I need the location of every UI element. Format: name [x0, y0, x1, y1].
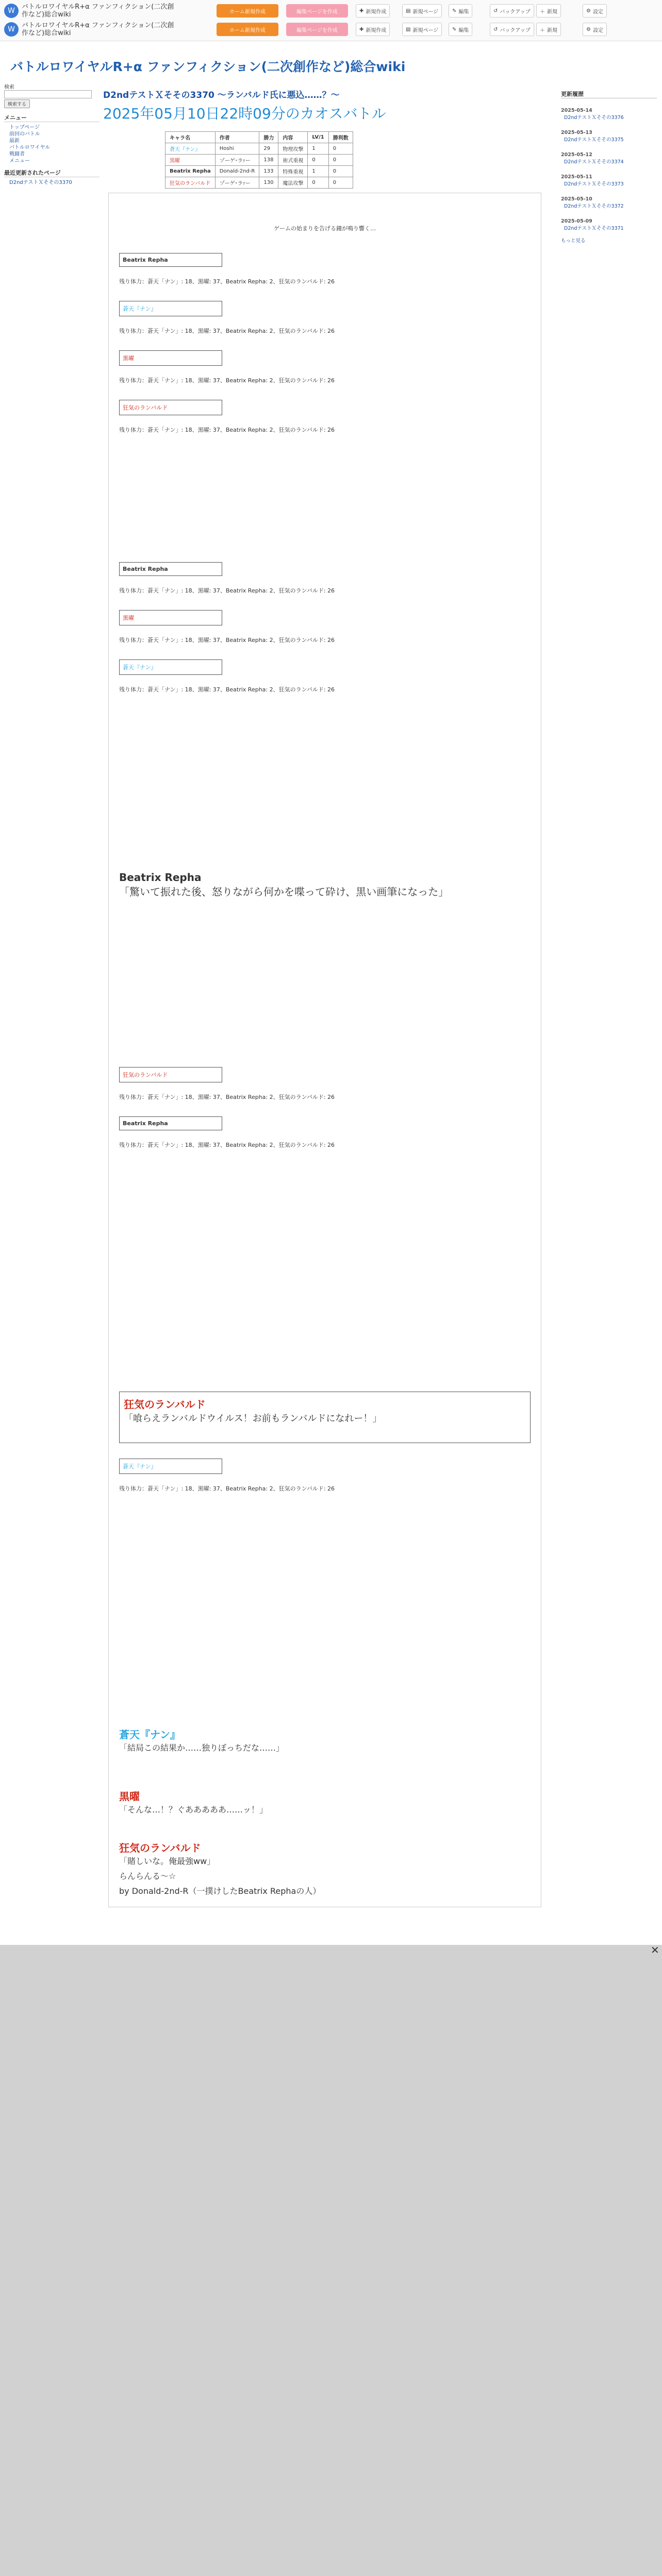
turn-hp: 残り体力：蒼天「ナン」: 18、黒曜: 37、Beatrix Repha: 2、狂気のランバルド: 26	[119, 1485, 335, 1492]
history-item[interactable]: D2ndテストＸそその3376	[564, 115, 624, 121]
cell: 0	[328, 155, 353, 166]
turn-box: Beatrix Repha	[119, 253, 222, 267]
table-row	[166, 155, 353, 166]
turn-box: 蒼天『ナン』	[119, 1459, 222, 1474]
table-header-row	[166, 132, 353, 143]
cell[interactable]: 狂気のランバルド	[166, 177, 216, 189]
big-quote: 「そんな…！？ぐあああああ……ッ！」	[119, 1805, 268, 1815]
table-row	[166, 166, 353, 177]
edit-icon: ✎	[452, 8, 457, 14]
tool-new-2[interactable]: ＋ 新規	[536, 4, 561, 18]
tool-edit[interactable]: ✎ 編集	[449, 4, 472, 18]
cell: 0	[328, 177, 353, 189]
turn-box: Beatrix Repha	[119, 1116, 222, 1130]
backup-icon: ↺	[493, 26, 498, 32]
site-name-link-2[interactable]: バトルロワイヤルR+α ファンフィクション(二次創作など)総合wiki	[22, 22, 174, 37]
cell: 0	[328, 166, 353, 177]
gear-icon: ⚙	[586, 8, 591, 14]
date-label: 2025-05-12	[561, 152, 592, 158]
close-icon[interactable]: ✕	[651, 1944, 659, 1956]
tool-new-b[interactable]: ✚ 新規作成	[356, 23, 390, 36]
page-icon: ▤	[406, 8, 411, 14]
turn-box: 狂気のランバルド	[119, 1067, 222, 1082]
page-icon: ▤	[406, 26, 411, 32]
cell: 1	[308, 166, 328, 177]
turn-box: 蒼天『ナン』	[119, 659, 222, 675]
wiki-logo-icon: W	[4, 22, 19, 37]
new-icon: ✚	[359, 8, 364, 14]
promo-button-4[interactable]: 編集ページを作成	[286, 23, 348, 36]
quote-block-2	[119, 1392, 531, 1443]
date-label: 2025-05-11	[561, 174, 592, 180]
gear-icon: ⚙	[586, 26, 591, 32]
tool-backup[interactable]: ↺ バックアップ	[490, 4, 534, 18]
wiki-logo-icon: W	[4, 4, 19, 18]
cell: Donald-2nd-R	[215, 166, 259, 177]
cell: 0	[328, 143, 353, 155]
big-speaker: Beatrix Repha	[119, 871, 202, 884]
cell: 29	[259, 143, 278, 155]
turn-block	[119, 1067, 531, 1376]
recent-item[interactable]: D2ndテストＸそその3370	[9, 180, 72, 185]
tool-settings[interactable]: ⚙ 設定	[583, 4, 607, 18]
menu-item[interactable]: 前回のバトル	[9, 131, 40, 137]
search-input[interactable]	[4, 90, 92, 98]
big-speaker: 狂気のランバルド	[124, 1398, 206, 1411]
tool-new-page[interactable]: ▤ 新規ページ	[402, 4, 442, 18]
big-speaker: 狂気のランバルド	[119, 1842, 201, 1854]
col-header: キャラ名	[166, 132, 216, 143]
recent-heading: 最近更新されたページ	[4, 168, 100, 177]
cell: 130	[259, 177, 278, 189]
tool-new-page-b[interactable]: ▤ 新規ページ	[402, 23, 442, 36]
page-title: D2ndテストＸそその3370 〜ランバルド氏に悪込……？〜	[103, 90, 340, 100]
big-quote: 「驚いて振れた後、怒りながら何かを喋って砕け、黒い画筆になった」	[119, 886, 449, 898]
battle-title: 2025年05月10日22時09分のカオスバトル	[103, 105, 386, 122]
last-line: らんらんる〜☆	[119, 1871, 176, 1881]
menu-heading: メニュー	[4, 113, 100, 122]
history-item[interactable]: D2ndテストＸそその3372	[564, 204, 624, 209]
turn-hp: 残り体力：蒼天「ナン」: 18、黒曜: 37、Beatrix Repha: 2、狂気のランバルド: 26	[119, 377, 335, 384]
site-logo-2[interactable]	[4, 22, 176, 37]
turn-hp: 残り体力：蒼天「ナン」: 18、黒曜: 37、Beatrix Repha: 2、狂気のランバルド: 26	[119, 587, 335, 594]
quote-block-3	[119, 1726, 531, 1788]
intro-text: ゲームの始まりを告げる鐘が鳴り響く…	[274, 225, 376, 232]
table-row	[166, 177, 353, 189]
turn-hp: 残り体力：蒼天「ナン」: 18、黒曜: 37、Beatrix Repha: 2、狂気のランバルド: 26	[119, 1094, 335, 1100]
tool-new[interactable]: ✚ 新規作成	[356, 4, 390, 18]
battle-log	[108, 193, 541, 1907]
cell: ゾーゲ･ラｧー	[215, 155, 259, 166]
turn-hp: 残り体力：蒼天「ナン」: 18、黒曜: 37、Beatrix Repha: 2、狂気のランバルド: 26	[119, 328, 335, 334]
turn-box: 黒曜	[119, 610, 222, 625]
cell[interactable]: 蒼天『ナン』	[166, 143, 216, 155]
date-label: 2025-05-14	[561, 108, 592, 113]
quote-block-5	[119, 1840, 531, 1896]
col-header: LV/1	[308, 132, 328, 143]
backup-icon: ↺	[493, 8, 498, 14]
cell: ゾーゲ･ラｧー	[215, 177, 259, 189]
cell: 特殊重視	[278, 166, 308, 177]
plus-icon: ＋	[540, 9, 545, 15]
turn-box: Beatrix Repha	[119, 562, 222, 576]
history-item[interactable]: D2ndテストＸそその3371	[564, 226, 624, 231]
big-speaker: 蒼天『ナン』	[119, 1728, 180, 1741]
promo-button-2[interactable]: 編集ページを作成	[286, 4, 348, 18]
new-icon: ✚	[359, 26, 364, 32]
table-row	[166, 143, 353, 155]
edit-icon: ✎	[452, 26, 457, 32]
cell: 術式重視	[278, 155, 308, 166]
col-header: 勝利数	[328, 132, 353, 143]
turn-box: 蒼天『ナン』	[119, 301, 222, 316]
site-logo-1[interactable]	[4, 3, 176, 19]
big-quote: 「結局この結果か……独りぼっちだな……」	[119, 1743, 285, 1753]
cell: 0	[308, 177, 328, 189]
cell: 1	[308, 143, 328, 155]
cell[interactable]: 黒曜	[166, 155, 216, 166]
history-heading: 更新履歴	[561, 90, 657, 98]
menu-item[interactable]: メニュー	[9, 158, 30, 164]
cell: 138	[259, 155, 278, 166]
big-quote: 「喰らえランバルドウイルス！お前もランバルドになれー！」	[124, 1413, 382, 1424]
menu-item[interactable]: トップページ	[9, 125, 40, 130]
big-quote: 「賭しいな。俺最強ww」	[119, 1856, 216, 1866]
cell: 133	[259, 166, 278, 177]
more-link[interactable]: もっと見る	[561, 238, 586, 244]
cell: 物理攻撃	[278, 143, 308, 155]
tool-backup-b[interactable]: ↺ バックアップ	[490, 23, 534, 36]
turn-hp: 残り体力：蒼天「ナン」: 18、黒曜: 37、Beatrix Repha: 2、狂気のランバルド: 26	[119, 686, 335, 693]
menu-item[interactable]: 最新	[9, 138, 20, 144]
menu-item[interactable]: バトルロワイヤル	[9, 145, 51, 150]
date-label: 2025-05-13	[561, 130, 592, 135]
top-bar	[0, 0, 662, 41]
turn-hp: 残り体力：蒼天「ナン」: 18、黒曜: 37、Beatrix Repha: 2、狂気のランバルド: 26	[119, 427, 335, 433]
left-sidebar	[4, 82, 100, 186]
search-label: 検索	[4, 84, 14, 90]
tool-settings-b[interactable]: ⚙ 設定	[583, 23, 607, 36]
cell[interactable]: Beatrix Repha	[166, 166, 216, 177]
tool-new-2-b[interactable]: ＋ 新規	[536, 23, 561, 36]
promo-button-3[interactable]: ホーム新規作成	[217, 23, 278, 36]
quote-block-1	[119, 871, 531, 1067]
turn-hp: 残り体力：蒼天「ナン」: 18、黒曜: 37、Beatrix Repha: 2、狂気のランバルド: 26	[119, 637, 335, 643]
main-content	[103, 88, 557, 2576]
promo-button-1[interactable]: ホーム新規作成	[217, 4, 278, 18]
site-title[interactable]: バトルロワイヤルR+α ファンフィクション(二次創作など)総合wiki	[10, 59, 406, 74]
history-item[interactable]: D2ndテストＸそその3374	[564, 159, 624, 165]
turn-block	[119, 1459, 531, 1726]
turn-block	[119, 253, 531, 562]
plus-icon: ＋	[540, 27, 545, 33]
cell: 魔法攻撃	[278, 177, 308, 189]
character-table	[165, 131, 353, 189]
turn-hp: 残り体力：蒼天「ナン」: 18、黒曜: 37、Beatrix Repha: 2、狂気のランバルド: 26	[119, 278, 335, 285]
recent-list	[4, 179, 100, 186]
turn-box: 黒曜	[119, 350, 222, 366]
turn-hp: 残り体力：蒼天「ナン」: 18、黒曜: 37、Beatrix Repha: 2、狂気のランバルド: 26	[119, 1142, 335, 1148]
cell: 0	[308, 155, 328, 166]
date-label: 2025-05-10	[561, 196, 592, 202]
by-line: by Donald-2nd-R（一撲けしたBeatrix Rephaの人）	[119, 1886, 321, 1896]
tool-edit-b[interactable]: ✎ 編集	[449, 23, 472, 36]
turn-box: 狂気のランバルド	[119, 400, 222, 415]
menu-list	[4, 124, 100, 164]
quote-block-4	[119, 1788, 531, 1840]
cell: Hoshi	[215, 143, 259, 155]
right-sidebar	[561, 88, 657, 244]
col-header: 勝力	[259, 132, 278, 143]
menu-item[interactable]: 戦闘者	[9, 151, 25, 157]
turn-block	[119, 562, 531, 871]
search-button[interactable]: 検索する	[4, 99, 30, 108]
history-item[interactable]: D2ndテストＸそその3375	[564, 137, 624, 143]
col-header: 内容	[278, 132, 308, 143]
col-header: 作者	[215, 132, 259, 143]
history-item[interactable]: D2ndテストＸそその3373	[564, 181, 624, 187]
site-name-link-1[interactable]: バトルロワイヤルR+α ファンフィクション(二次創作など)総合wiki	[22, 3, 174, 19]
big-speaker: 黒曜	[119, 1790, 140, 1803]
date-label: 2025-05-09	[561, 218, 592, 224]
